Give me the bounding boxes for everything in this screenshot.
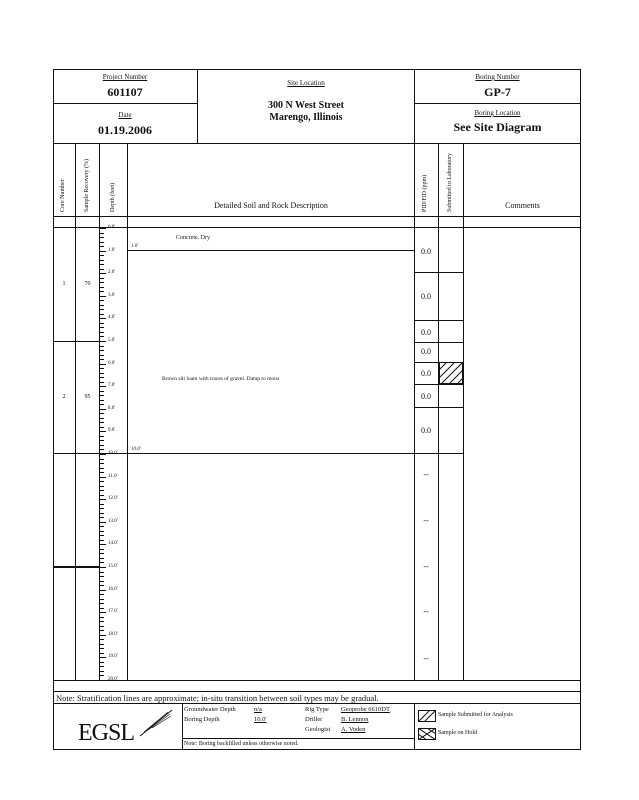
- core-recovery-2: 95: [84, 394, 91, 400]
- depth-minor-tick: [100, 648, 104, 649]
- depth-major-tick: [100, 454, 106, 455]
- site-address-line2: Marengo, Illinois: [269, 112, 343, 123]
- outer-frame: [53, 69, 581, 750]
- depth-major-tick: [100, 296, 106, 297]
- pid-reading: --: [423, 607, 429, 616]
- depth-label: 7.0': [108, 383, 116, 388]
- geologist-label: Geologist: [305, 726, 331, 733]
- date-value: 01.19.2006: [98, 123, 152, 137]
- depth-label: 13.0': [108, 519, 118, 524]
- egsl-logo: EGSL: [78, 720, 134, 746]
- depth-minor-tick: [100, 558, 104, 559]
- boring-location: See Site Diagram: [453, 120, 542, 134]
- core-number-1: 1: [62, 281, 66, 287]
- project-number: 601107: [107, 85, 143, 99]
- depth-minor-tick: [100, 314, 104, 315]
- pid-cell-divider: [414, 342, 463, 343]
- legend-hold-label: Sample on Hold: [438, 730, 477, 736]
- depth-label: 3.0': [108, 293, 116, 298]
- boring-depth-label: Boring Depth: [184, 716, 220, 723]
- depth-minor-tick: [100, 237, 104, 238]
- depth-minor-tick: [100, 422, 104, 423]
- col-divider: [127, 143, 128, 680]
- depth-minor-tick: [100, 400, 104, 401]
- boring-number-label: Boring Number: [475, 73, 520, 81]
- pid-reading: 0.0: [421, 347, 431, 356]
- depth-minor-tick: [100, 395, 104, 396]
- depth-minor-tick: [100, 540, 104, 541]
- depth-major-tick: [100, 544, 106, 545]
- core-row-divider: [53, 566, 100, 568]
- depth-minor-tick: [100, 472, 104, 473]
- depth-minor-tick: [100, 626, 104, 627]
- depth-minor-tick: [100, 445, 104, 446]
- column-header-bottom: [53, 216, 581, 217]
- col-divider: [463, 143, 464, 680]
- depth-minor-tick: [100, 603, 104, 604]
- pid-reading: 0.0: [421, 328, 431, 337]
- footer-divider: [53, 703, 581, 704]
- depth-label: 14.0': [108, 541, 118, 546]
- depth-major-tick: [100, 431, 106, 432]
- depth-minor-tick: [100, 508, 104, 509]
- project-number-label: Project Number: [102, 73, 148, 81]
- depth-minor-tick: [100, 436, 104, 437]
- depth-label: 12.0': [108, 496, 118, 501]
- depth-minor-tick: [100, 427, 104, 428]
- depth-minor-tick: [100, 526, 104, 527]
- depth-label: 18.0': [108, 632, 118, 637]
- depth-minor-tick: [100, 572, 104, 573]
- submitted-header: Submitted to Laboratory: [447, 153, 453, 212]
- depth-minor-tick: [100, 449, 104, 450]
- driller-value: B. Lennon: [341, 716, 369, 723]
- depth-minor-tick: [100, 553, 104, 554]
- header-bottom-line: [53, 143, 581, 144]
- depth-major-tick: [100, 567, 106, 568]
- geologist-value: A. Voden: [341, 726, 366, 733]
- boring-location-label: Boring Location: [474, 109, 521, 117]
- depth-major-tick: [100, 499, 106, 500]
- depth-major-tick: [100, 228, 106, 229]
- depth-minor-tick: [100, 463, 104, 464]
- depth-minor-tick: [100, 562, 104, 563]
- depth-label: 10.0': [108, 451, 118, 456]
- legend-submitted-icon: [418, 709, 436, 727]
- depth-label: 0.0': [108, 225, 116, 230]
- depth-minor-tick: [100, 373, 104, 374]
- depth-label: 11.0': [108, 474, 118, 479]
- core-row-divider: [53, 341, 100, 342]
- depth-minor-tick: [100, 233, 104, 234]
- depth-minor-tick: [100, 608, 104, 609]
- boring-number: GP-7: [484, 85, 511, 99]
- core-number-2: 2: [62, 394, 66, 400]
- core-recovery-1: 70: [84, 281, 91, 287]
- depth-minor-tick: [100, 327, 104, 328]
- pid-cell-divider: [414, 453, 463, 454]
- depth-minor-tick: [100, 346, 104, 347]
- depth-minor-tick: [100, 242, 104, 243]
- feather-logo-icon: [138, 708, 174, 743]
- depth-minor-tick: [100, 355, 104, 356]
- pid-cell-divider: [414, 407, 463, 408]
- depth-minor-tick: [100, 269, 104, 270]
- depth-major-tick: [100, 635, 106, 636]
- pid-reading: --: [423, 654, 429, 663]
- depth-minor-tick: [100, 404, 104, 405]
- pid-reading: 0.0: [421, 247, 431, 256]
- pid-cell-divider: [414, 272, 463, 273]
- depth-minor-tick: [100, 300, 104, 301]
- pid-cell-divider: [414, 320, 463, 321]
- depth-minor-tick: [100, 644, 104, 645]
- groundwater-label: Groundwater Depth: [184, 706, 236, 713]
- depth-label: 19.0': [108, 654, 118, 659]
- depth-major-tick: [100, 590, 106, 591]
- footer-divider: [182, 703, 183, 750]
- depth-minor-tick: [100, 531, 104, 532]
- depth-major-tick: [100, 409, 106, 410]
- depth-major-tick: [100, 522, 106, 523]
- legend-submitted-label: Sample Submitted for Analysis: [438, 712, 513, 718]
- depth-header: Depth (feet): [110, 182, 116, 212]
- boring-depth-value: 10.0': [254, 716, 267, 723]
- depth-minor-tick: [100, 282, 104, 283]
- hatch-pattern-icon: [439, 362, 463, 384]
- footer-divider: [182, 738, 414, 739]
- depth-minor-tick: [100, 490, 104, 491]
- depth-label: 15.0': [108, 564, 118, 569]
- depth-minor-tick: [100, 517, 104, 518]
- depth-minor-tick: [100, 359, 104, 360]
- depth-minor-tick: [100, 481, 104, 482]
- depth-minor-tick: [100, 617, 104, 618]
- legend-hold-icon: [418, 727, 436, 745]
- stratum-boundary: [128, 453, 414, 454]
- pid-reading: 0.0: [421, 292, 431, 301]
- footer-divider: [414, 703, 415, 750]
- depth-label: 2.0': [108, 270, 116, 275]
- stratum-depth-label: 1.0': [131, 244, 139, 249]
- depth-minor-tick: [100, 350, 104, 351]
- description-header: Detailed Soil and Rock Description: [214, 201, 328, 210]
- depth-minor-tick: [100, 368, 104, 369]
- stratum-description: Brown silt loam with traces of gravel. Damp to moist: [162, 376, 280, 382]
- depth-minor-tick: [100, 260, 104, 261]
- depth-label: 1.0': [108, 248, 116, 253]
- col-divider: [75, 143, 76, 680]
- stratum-boundary: [128, 250, 414, 251]
- depth-label: 8.0': [108, 406, 116, 411]
- depth-label: 4.0': [108, 315, 116, 320]
- depth-label: 17.0': [108, 609, 118, 614]
- sample-recovery-header: Sample Recovery (%): [84, 159, 90, 212]
- header-divider: [414, 103, 581, 104]
- depth-minor-tick: [100, 581, 104, 582]
- table-bottom-line: [53, 680, 581, 681]
- pid-cell-divider: [414, 384, 463, 385]
- pid-reading: --: [423, 470, 429, 479]
- core-number-header: Core Number: [60, 179, 66, 212]
- depth-major-tick: [100, 364, 106, 365]
- depth-minor-tick: [100, 382, 104, 383]
- depth-minor-tick: [100, 576, 104, 577]
- rig-type-label: Rig Type: [305, 706, 329, 713]
- header-divider: [53, 103, 197, 104]
- depth-minor-tick: [100, 599, 104, 600]
- site-address-line1: 300 N West Street: [267, 100, 344, 111]
- depth-major-tick: [100, 318, 106, 319]
- depth-minor-tick: [100, 305, 104, 306]
- comments-header: Comments: [505, 201, 540, 210]
- depth-minor-tick: [100, 675, 104, 676]
- depth-minor-tick: [100, 662, 104, 663]
- depth-minor-tick: [100, 468, 104, 469]
- depth-major-tick: [100, 251, 106, 252]
- depth-minor-tick: [100, 332, 104, 333]
- depth-minor-tick: [100, 585, 104, 586]
- depth-minor-tick: [100, 255, 104, 256]
- depth-major-tick: [100, 657, 106, 658]
- depth-minor-tick: [100, 246, 104, 247]
- depth-major-tick: [100, 341, 106, 342]
- depth-minor-tick: [100, 459, 104, 460]
- depth-minor-tick: [100, 413, 104, 414]
- depth-minor-tick: [100, 513, 104, 514]
- submitted-sample-marker: [439, 362, 463, 384]
- depth-label: 5.0': [108, 338, 116, 343]
- depth-label: 6.0': [108, 361, 116, 366]
- depth-major-tick: [100, 273, 106, 274]
- depth-minor-tick: [100, 666, 104, 667]
- col-divider: [438, 143, 439, 680]
- table-top-line: [53, 227, 581, 228]
- depth-minor-tick: [100, 535, 104, 536]
- depth-minor-tick: [100, 549, 104, 550]
- depth-minor-tick: [100, 594, 104, 595]
- depth-minor-tick: [100, 440, 104, 441]
- driller-label: Driller: [305, 716, 323, 723]
- stratum-description: Concrete. Dry: [176, 235, 210, 241]
- depth-minor-tick: [100, 621, 104, 622]
- stratification-note: Note: Stratification lines are approximate; in-situ transition between soil types may be gradual.: [56, 693, 379, 703]
- depth-minor-tick: [100, 278, 104, 279]
- col-divider: [414, 143, 415, 680]
- depth-label: 9.0': [108, 428, 116, 433]
- depth-minor-tick: [100, 630, 104, 631]
- depth-minor-tick: [100, 336, 104, 337]
- depth-minor-tick: [100, 323, 104, 324]
- depth-major-tick: [100, 612, 106, 613]
- depth-minor-tick: [100, 504, 104, 505]
- depth-minor-tick: [100, 671, 104, 672]
- pid-reading: --: [423, 562, 429, 571]
- depth-minor-tick: [100, 377, 104, 378]
- pid-header: PID/FID (ppm): [422, 174, 428, 212]
- depth-minor-tick: [100, 418, 104, 419]
- rig-type-value: Geoprobe 6610DT: [341, 706, 390, 713]
- depth-major-tick: [100, 477, 106, 478]
- date-label: Date: [118, 111, 132, 119]
- site-location-label: Site Location: [287, 79, 325, 87]
- pid-reading: 0.0: [421, 426, 431, 435]
- depth-label: 16.0': [108, 587, 118, 592]
- depth-minor-tick: [100, 391, 104, 392]
- depth-minor-tick: [100, 486, 104, 487]
- depth-minor-tick: [100, 287, 104, 288]
- depth-minor-tick: [100, 653, 104, 654]
- depth-major-tick: [100, 386, 106, 387]
- depth-minor-tick: [100, 291, 104, 292]
- depth-minor-tick: [100, 264, 104, 265]
- stratum-depth-label: 10.0': [131, 447, 141, 452]
- groundwater-value: n/a: [254, 706, 262, 713]
- depth-minor-tick: [100, 309, 104, 310]
- backfill-note: Note: Boring backfilled unless otherwise noted.: [184, 741, 299, 747]
- pid-reading: 0.0: [421, 392, 431, 401]
- depth-minor-tick: [100, 639, 104, 640]
- note-divider: [53, 691, 581, 692]
- pid-reading: --: [423, 516, 429, 525]
- pid-reading: 0.0: [421, 369, 431, 378]
- depth-minor-tick: [100, 495, 104, 496]
